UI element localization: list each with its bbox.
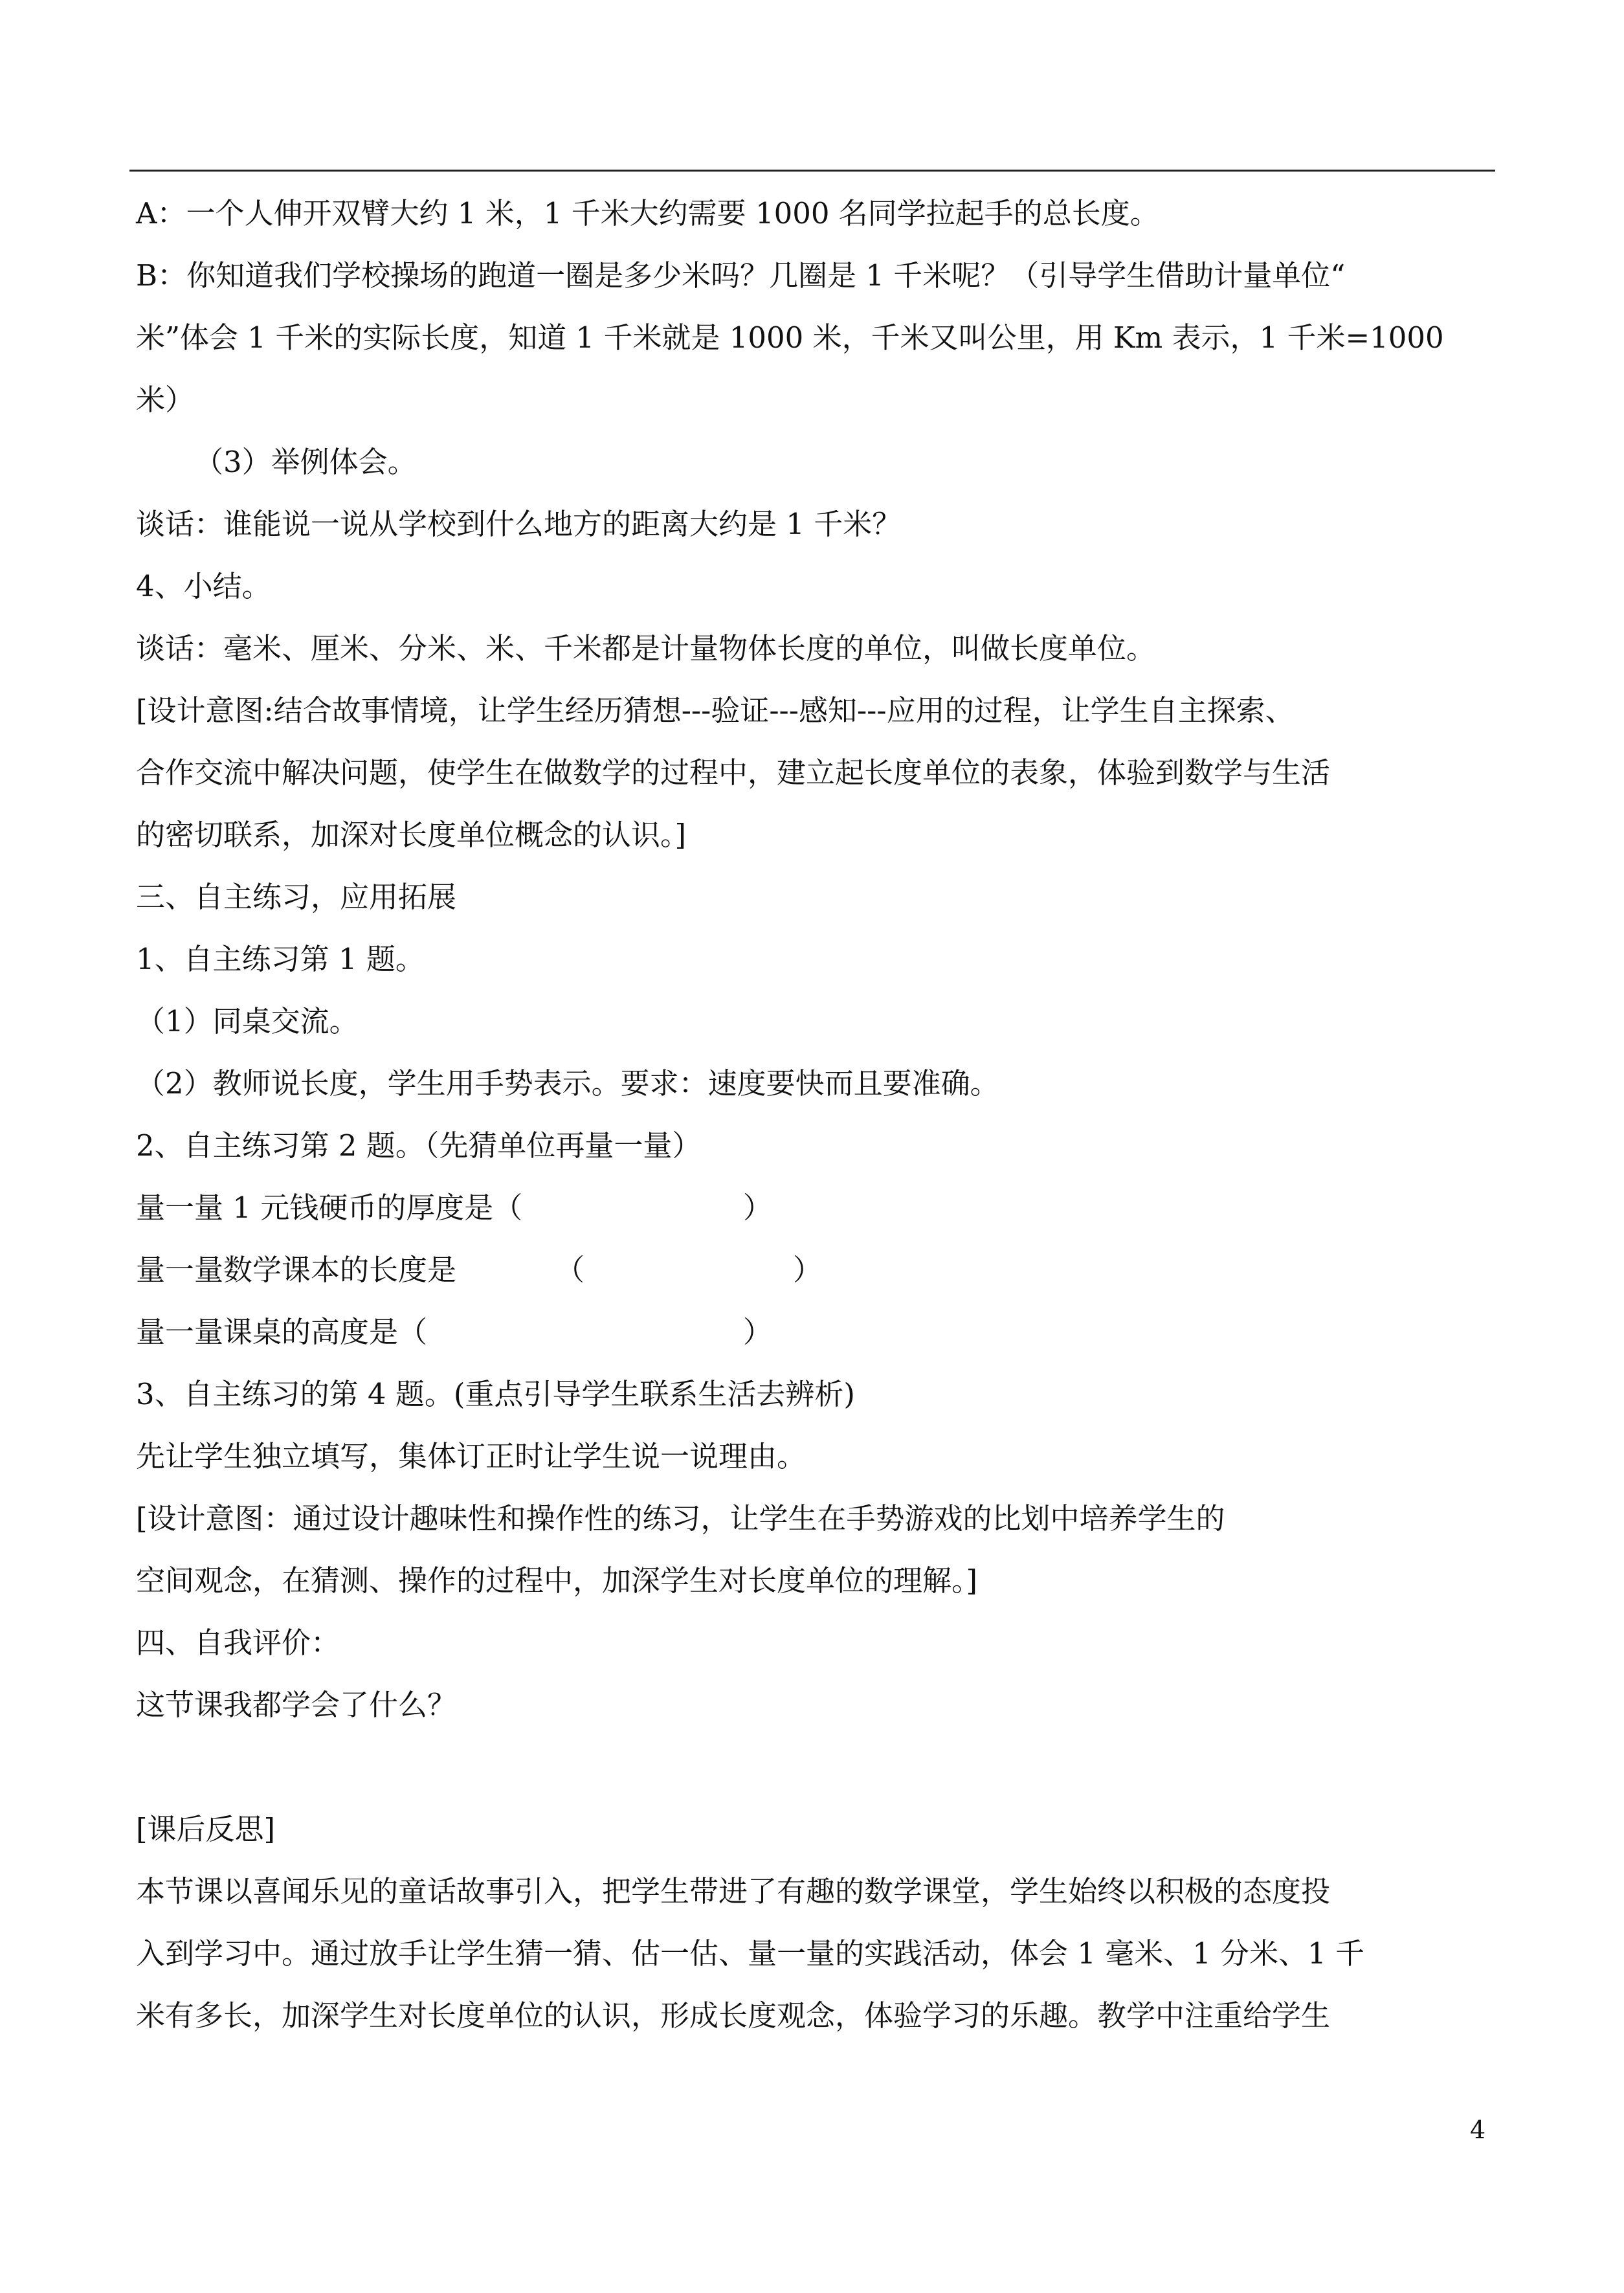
text-line: 的密切联系，加深对长度单位概念的认识。] xyxy=(136,818,687,852)
text-line: 这节课我都学会了什么？ xyxy=(136,1688,457,1722)
text-line: B：你知道我们学校操场的跑道一圈是多少米吗？几圈是 1 千米呢？（引导学生借助计量单位“ xyxy=(136,258,1346,293)
text-line: （2）教师说长度，学生用手势表示。要求：速度要快而且要准确。 xyxy=(136,1066,999,1101)
text-line: 1、自主练习第 1 题。 xyxy=(136,942,425,976)
text-line: （3）举例体会。 xyxy=(194,445,417,479)
measure-desk-blank-close: ） xyxy=(743,1315,773,1349)
measure-book-blank-open: （ xyxy=(555,1253,585,1287)
text-line: 谈话：谁能说一说从学校到什么地方的距离大约是 1 千米？ xyxy=(136,507,902,541)
section-heading: 四、自我评价： xyxy=(136,1626,340,1660)
text-line: 米有多长，加深学生对长度单位的认识，形成长度观念，体验学习的乐趣。教学中注重给学生 xyxy=(136,1998,1331,2033)
measure-coin-blank-close: ） xyxy=(743,1191,773,1225)
text-line: 入到学习中。通过放手让学生猜一猜、估一估、量一量的实践活动，体会 1 毫米、1 分米、1 千 xyxy=(136,1936,1365,1971)
text-line: 3、自主练习的第 4 题。(重点引导学生联系生活去辨析) xyxy=(136,1377,855,1411)
measure-coin-prompt: 量一量 1 元钱硬币的厚度是（ xyxy=(136,1191,523,1225)
text-line: [设计意图:结合故事情境，让学生经历猜想---验证---感知---应用的过程，让学生自主探索、 xyxy=(136,693,1295,728)
text-line: 空间观念，在猜测、操作的过程中，加深学生对长度单位的理解。] xyxy=(136,1563,978,1598)
header-rule xyxy=(129,170,1495,172)
text-line: 谈话：毫米、厘米、分米、米、千米都是计量物体长度的单位，叫做长度单位。 xyxy=(136,631,1156,666)
page-number: 4 xyxy=(1470,2116,1486,2144)
measure-book-blank-close: ） xyxy=(793,1253,823,1287)
text-line: 米） xyxy=(136,383,195,417)
text-line: 先让学生独立填写，集体订正时让学生说一说理由。 xyxy=(136,1439,806,1473)
text-line: 本节课以喜闻乐见的童话故事引入，把学生带进了有趣的数学课堂，学生始终以积极的态度投 xyxy=(136,1874,1331,1908)
text-line: （1）同桌交流。 xyxy=(136,1004,359,1038)
section-heading: [课后反思] xyxy=(136,1812,276,1846)
text-line: 合作交流中解决问题，使学生在做数学的过程中，建立起长度单位的表象，体验到数学与生活 xyxy=(136,755,1331,790)
text-line: [设计意图：通过设计趣味性和操作性的练习，让学生在手势游戏的比划中培养学生的 xyxy=(136,1501,1225,1536)
section-heading: 三、自主练习，应用拓展 xyxy=(136,880,457,914)
text-line: 4、小结。 xyxy=(136,569,271,603)
measure-desk-prompt: 量一量课桌的高度是（ xyxy=(136,1315,428,1349)
text-line: 2、自主练习第 2 题。（先猜单位再量一量） xyxy=(136,1128,702,1163)
measure-book-prompt: 量一量数学课本的长度是 xyxy=(136,1253,457,1287)
text-line: A：一个人伸开双臂大约 1 米，1 千米大约需要 1000 名同学拉起手的总长度。 xyxy=(136,196,1159,230)
text-line: 米”体会 1 千米的实际长度，知道 1 千米就是 1000 米，千米又叫公里，用 Km 表示，1 千米=1000 xyxy=(136,320,1444,355)
